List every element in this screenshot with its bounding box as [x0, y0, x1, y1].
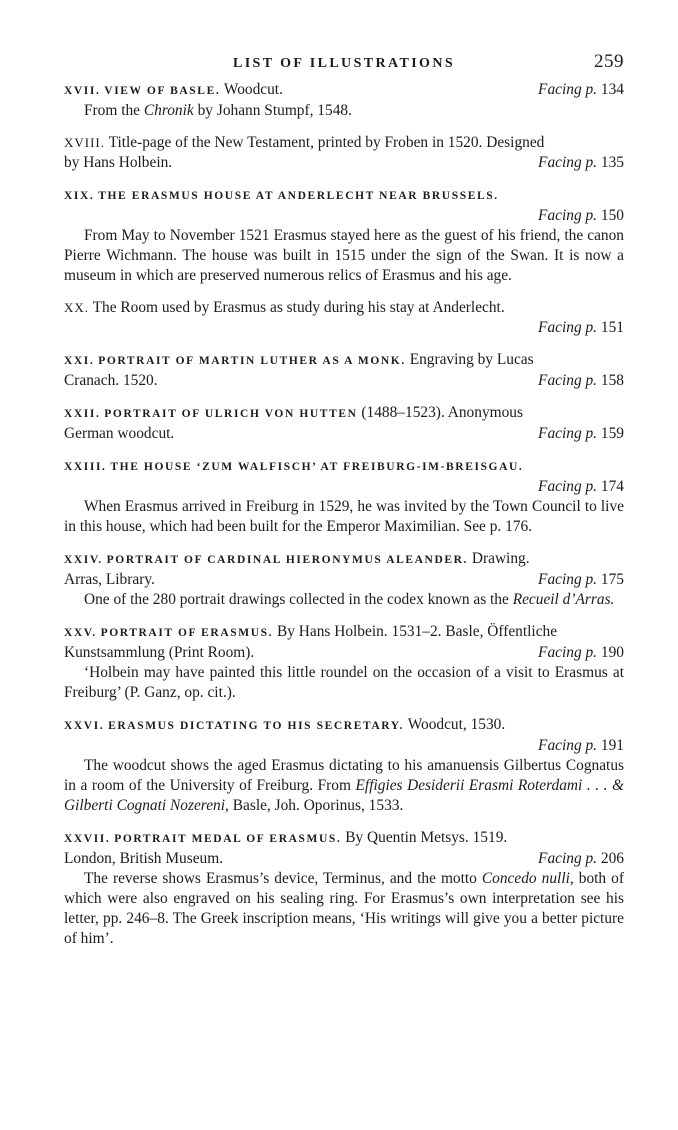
entry-description: Woodcut.	[223, 81, 283, 98]
entry-caption: PORTRAIT MEDAL OF ERASMUS.	[114, 833, 342, 845]
entry-description: Engraving by Lucas	[409, 351, 534, 368]
entry-numeral: XXVII.	[64, 833, 111, 845]
entry-description-cont: German woodcut.	[64, 425, 175, 442]
page-number: 259	[594, 51, 624, 72]
facing-page-ref: Facing p. 158	[538, 372, 624, 389]
facing-page-ref: Facing p. 190	[538, 644, 624, 661]
illustration-entry-xxvii	[64, 828, 624, 949]
illustration-entry-xxii	[64, 403, 624, 444]
entry-description: By Quentin Metsys. 1519.	[345, 829, 508, 846]
entry-note: The reverse shows Erasmus’s device, Terminus, and the motto Concedo nulli, both of which were also engraved on his sealing ring. For Erasmus’s own interpretation see his letter, pp. 246–8. The Greek inscription means, ‘His writings will give you a better picture of him’.	[64, 870, 624, 947]
entry-numeral: XXV.	[64, 627, 97, 639]
entry-caption: ERASMUS DICTATING TO HIS SECRETARY.	[108, 720, 405, 732]
page-header	[64, 50, 624, 80]
document-page	[64, 50, 624, 949]
entry-description-cont: Cranach. 1520.	[64, 372, 158, 389]
illustration-entry-xxiv	[64, 549, 624, 610]
facing-page-ref: Facing p. 150	[538, 207, 624, 224]
entry-description: Title-page of the New Testament, printed by Froben in 1520. Designed	[108, 134, 545, 151]
running-title: LIST OF ILLUSTRATIONS	[232, 56, 456, 71]
facing-page-ref: Facing p. 175	[538, 571, 624, 588]
entry-description: Woodcut, 1530.	[407, 716, 506, 733]
entry-numeral: XVII.	[64, 85, 101, 97]
illustration-entry-xviii	[64, 133, 624, 173]
entry-numeral: XXI.	[64, 355, 95, 367]
entry-caption: THE HOUSE ‘ZUM WALFISCH’ AT FREIBURG-IM-BREISGAU.	[110, 461, 524, 473]
entry-note: From the Chronik by Johann Stumpf, 1548.	[84, 102, 352, 119]
entry-note: From May to November 1521 Erasmus stayed here as the guest of his friend, the canon Pierre Wichmann. The house was built in 1515 under the sign of the Swan. It is now a museum in which are preserved numerous relics of Erasmus and his age.	[64, 227, 624, 284]
illustration-entry-xix	[64, 185, 624, 286]
facing-page-ref: Facing p. 159	[538, 425, 624, 442]
entry-numeral: XXII.	[64, 408, 101, 420]
facing-page-ref: Facing p. 151	[538, 319, 624, 336]
entry-numeral: XXIV.	[64, 554, 103, 566]
entry-numeral: XVIII.	[64, 135, 106, 150]
entry-description-cont: by Hans Holbein.	[64, 154, 173, 171]
entry-caption: VIEW OF BASLE.	[104, 85, 221, 97]
entry-note: The woodcut shows the aged Erasmus dictating to his amanuensis Gilbertus Cognatus in a room of the University of Freiburg. From Effigies Desiderii Erasmi Roterdami . . . & Gilberti Cognati Nozereni, Basle, Joh. Oporinus, 1533.	[64, 757, 624, 814]
facing-page-ref: Facing p. 134	[538, 81, 624, 98]
illustration-entry-xvii	[64, 80, 624, 121]
entry-description-cont: Kunstsammlung (Print Room).	[64, 644, 255, 661]
entry-note: One of the 280 portrait drawings collected in the codex known as the Recueil d’Arras.	[84, 591, 615, 608]
facing-page-ref: Facing p. 135	[538, 154, 624, 171]
entry-description: (1488–1523). Anonymous	[361, 404, 523, 421]
entry-numeral: XXIII.	[64, 461, 107, 473]
illustration-entry-xx	[64, 298, 624, 338]
entry-description: By Hans Holbein. 1531–2. Basle, Öffentliche	[276, 623, 558, 640]
entry-numeral: XIX.	[64, 190, 95, 202]
facing-page-ref: Facing p. 191	[538, 737, 624, 754]
facing-page-ref: Facing p. 206	[538, 850, 624, 867]
illustration-entry-xxi	[64, 350, 624, 391]
entry-caption: PORTRAIT OF ERASMUS.	[100, 627, 274, 639]
entry-numeral: XX.	[64, 300, 90, 315]
entry-description-cont: Arras, Library.	[64, 571, 155, 588]
entry-caption: PORTRAIT OF ULRICH VON HUTTEN	[104, 408, 358, 420]
entry-note: ‘Holbein may have painted this little roundel on the occasion of a visit to Erasmus at Freiburg’ (P. Ganz, op. cit.).	[64, 664, 624, 701]
facing-page-ref: Facing p. 174	[538, 478, 624, 495]
entry-description: Drawing.	[471, 550, 530, 567]
entry-numeral: XXVI.	[64, 720, 105, 732]
entry-caption: THE ERASMUS HOUSE AT ANDERLECHT NEAR BRUSSELS.	[98, 190, 499, 202]
entry-description: The Room used by Erasmus as study during his stay at Anderlecht.	[92, 299, 505, 316]
illustration-entry-xxvi	[64, 715, 624, 816]
illustration-entry-xxv	[64, 622, 624, 703]
entry-note: When Erasmus arrived in Freiburg in 1529, he was invited by the Town Council to live in this house, which had been built for the Emperor Maximilian. See p. 176.	[64, 498, 624, 535]
illustration-entry-xxiii	[64, 456, 624, 537]
entry-caption: PORTRAIT OF CARDINAL HIERONYMUS ALEANDER.	[106, 554, 469, 566]
entry-caption: PORTRAIT OF MARTIN LUTHER AS A MONK.	[98, 355, 406, 367]
entry-description-cont: London, British Museum.	[64, 850, 224, 867]
